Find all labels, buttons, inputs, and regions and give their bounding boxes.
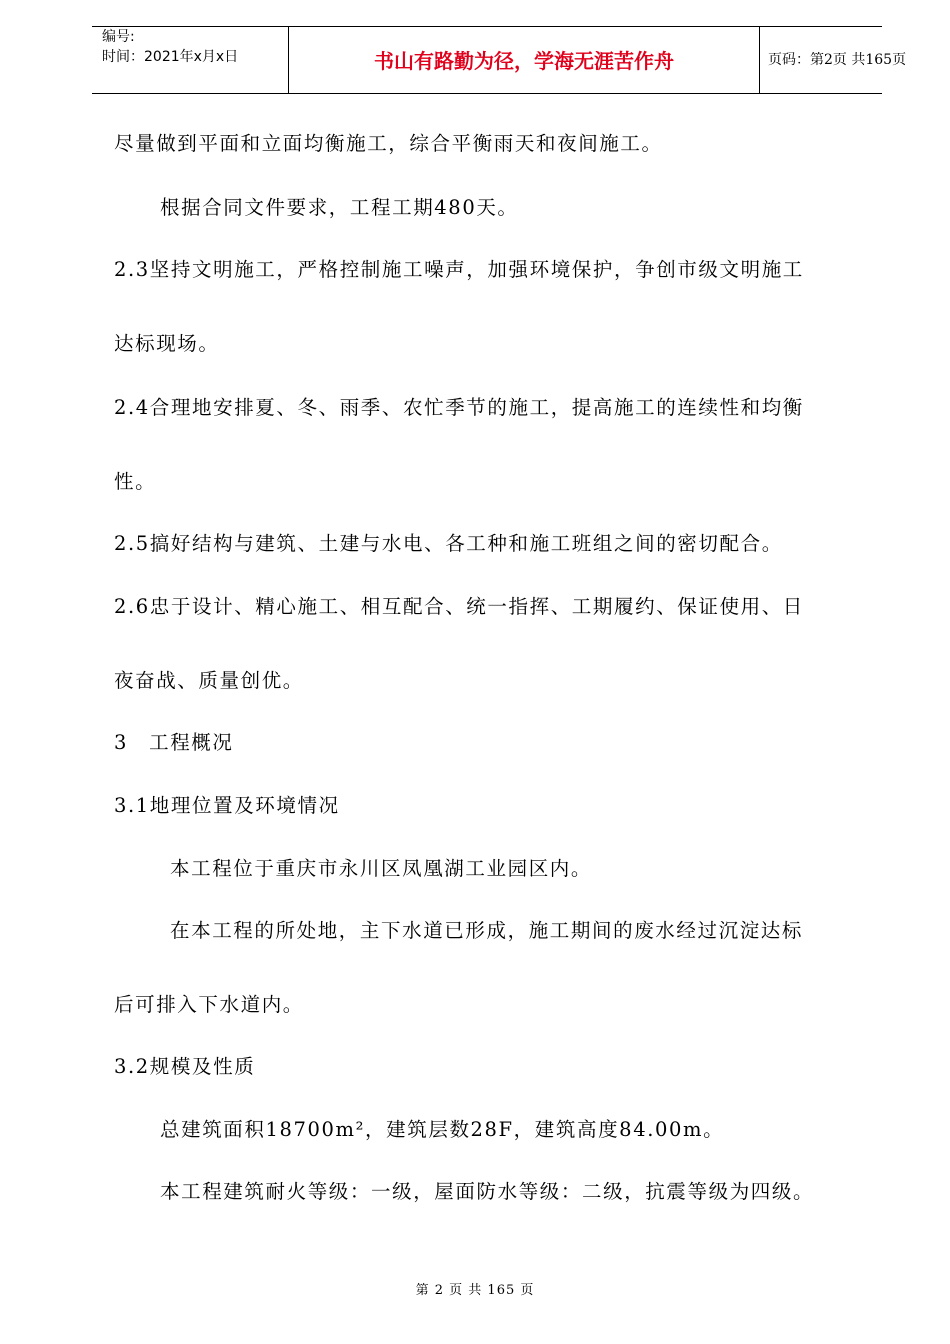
header-page-info: 页码：第2页 共165页 — [768, 52, 907, 68]
document-time-label: 时间：2021年x月x日 — [102, 49, 239, 65]
body-line: 夜奋战、质量创优。 — [114, 669, 304, 692]
section-heading-3: 3 工程概况 — [114, 731, 234, 754]
body-line: 本工程建筑耐火等级：一级，屋面防水等级：二级，抗震等级为四级。 — [160, 1180, 815, 1203]
body-line: 在本工程的所处地，主下水道已形成，施工期间的废水经过沉淀达标 — [170, 919, 804, 942]
page-footer: 第 2 页 共 165 页 — [415, 1283, 535, 1298]
body-line: 尽量做到平面和立面均衡施工，综合平衡雨天和夜间施工。 — [114, 132, 663, 155]
section-heading-2-5: 2.5搞好结构与建筑、土建与水电、各工种和施工班组之间的密切配合。 — [114, 532, 783, 555]
body-line: 根据合同文件要求，工程工期480天。 — [160, 196, 519, 219]
header-meta — [92, 27, 288, 93]
header-motto: 书山有路勤为径，学海无涯苦作舟 — [374, 49, 674, 73]
document-number-label: 编号: — [102, 29, 135, 45]
header-page-cell — [758, 27, 907, 93]
body-line: 后可排入下水道内。 — [114, 993, 304, 1016]
body-line: 总建筑面积18700m²，建筑层数28F，建筑高度84.00m。 — [160, 1118, 725, 1141]
body-line: 达标现场。 — [114, 332, 220, 355]
body-line: 性。 — [114, 470, 157, 493]
header-motto-cell — [288, 27, 760, 93]
page-header — [92, 26, 907, 94]
section-heading-2-4: 2.4合理地安排夏、冬、雨季、农忙季节的施工，提高施工的连续性和均衡 — [114, 396, 804, 419]
section-heading-3-2: 3.2规模及性质 — [114, 1055, 256, 1078]
section-heading-2-3: 2.3坚持文明施工，严格控制施工噪声，加强环境保护，争创市级文明施工 — [114, 258, 804, 281]
section-heading-3-1: 3.1地理位置及环境情况 — [114, 794, 340, 817]
body-line: 本工程位于重庆市永川区凤凰湖工业园区内。 — [170, 857, 593, 880]
section-heading-2-6: 2.6忠于设计、精心施工、相互配合、统一指挥、工期履约、保证使用、日 — [114, 595, 804, 618]
